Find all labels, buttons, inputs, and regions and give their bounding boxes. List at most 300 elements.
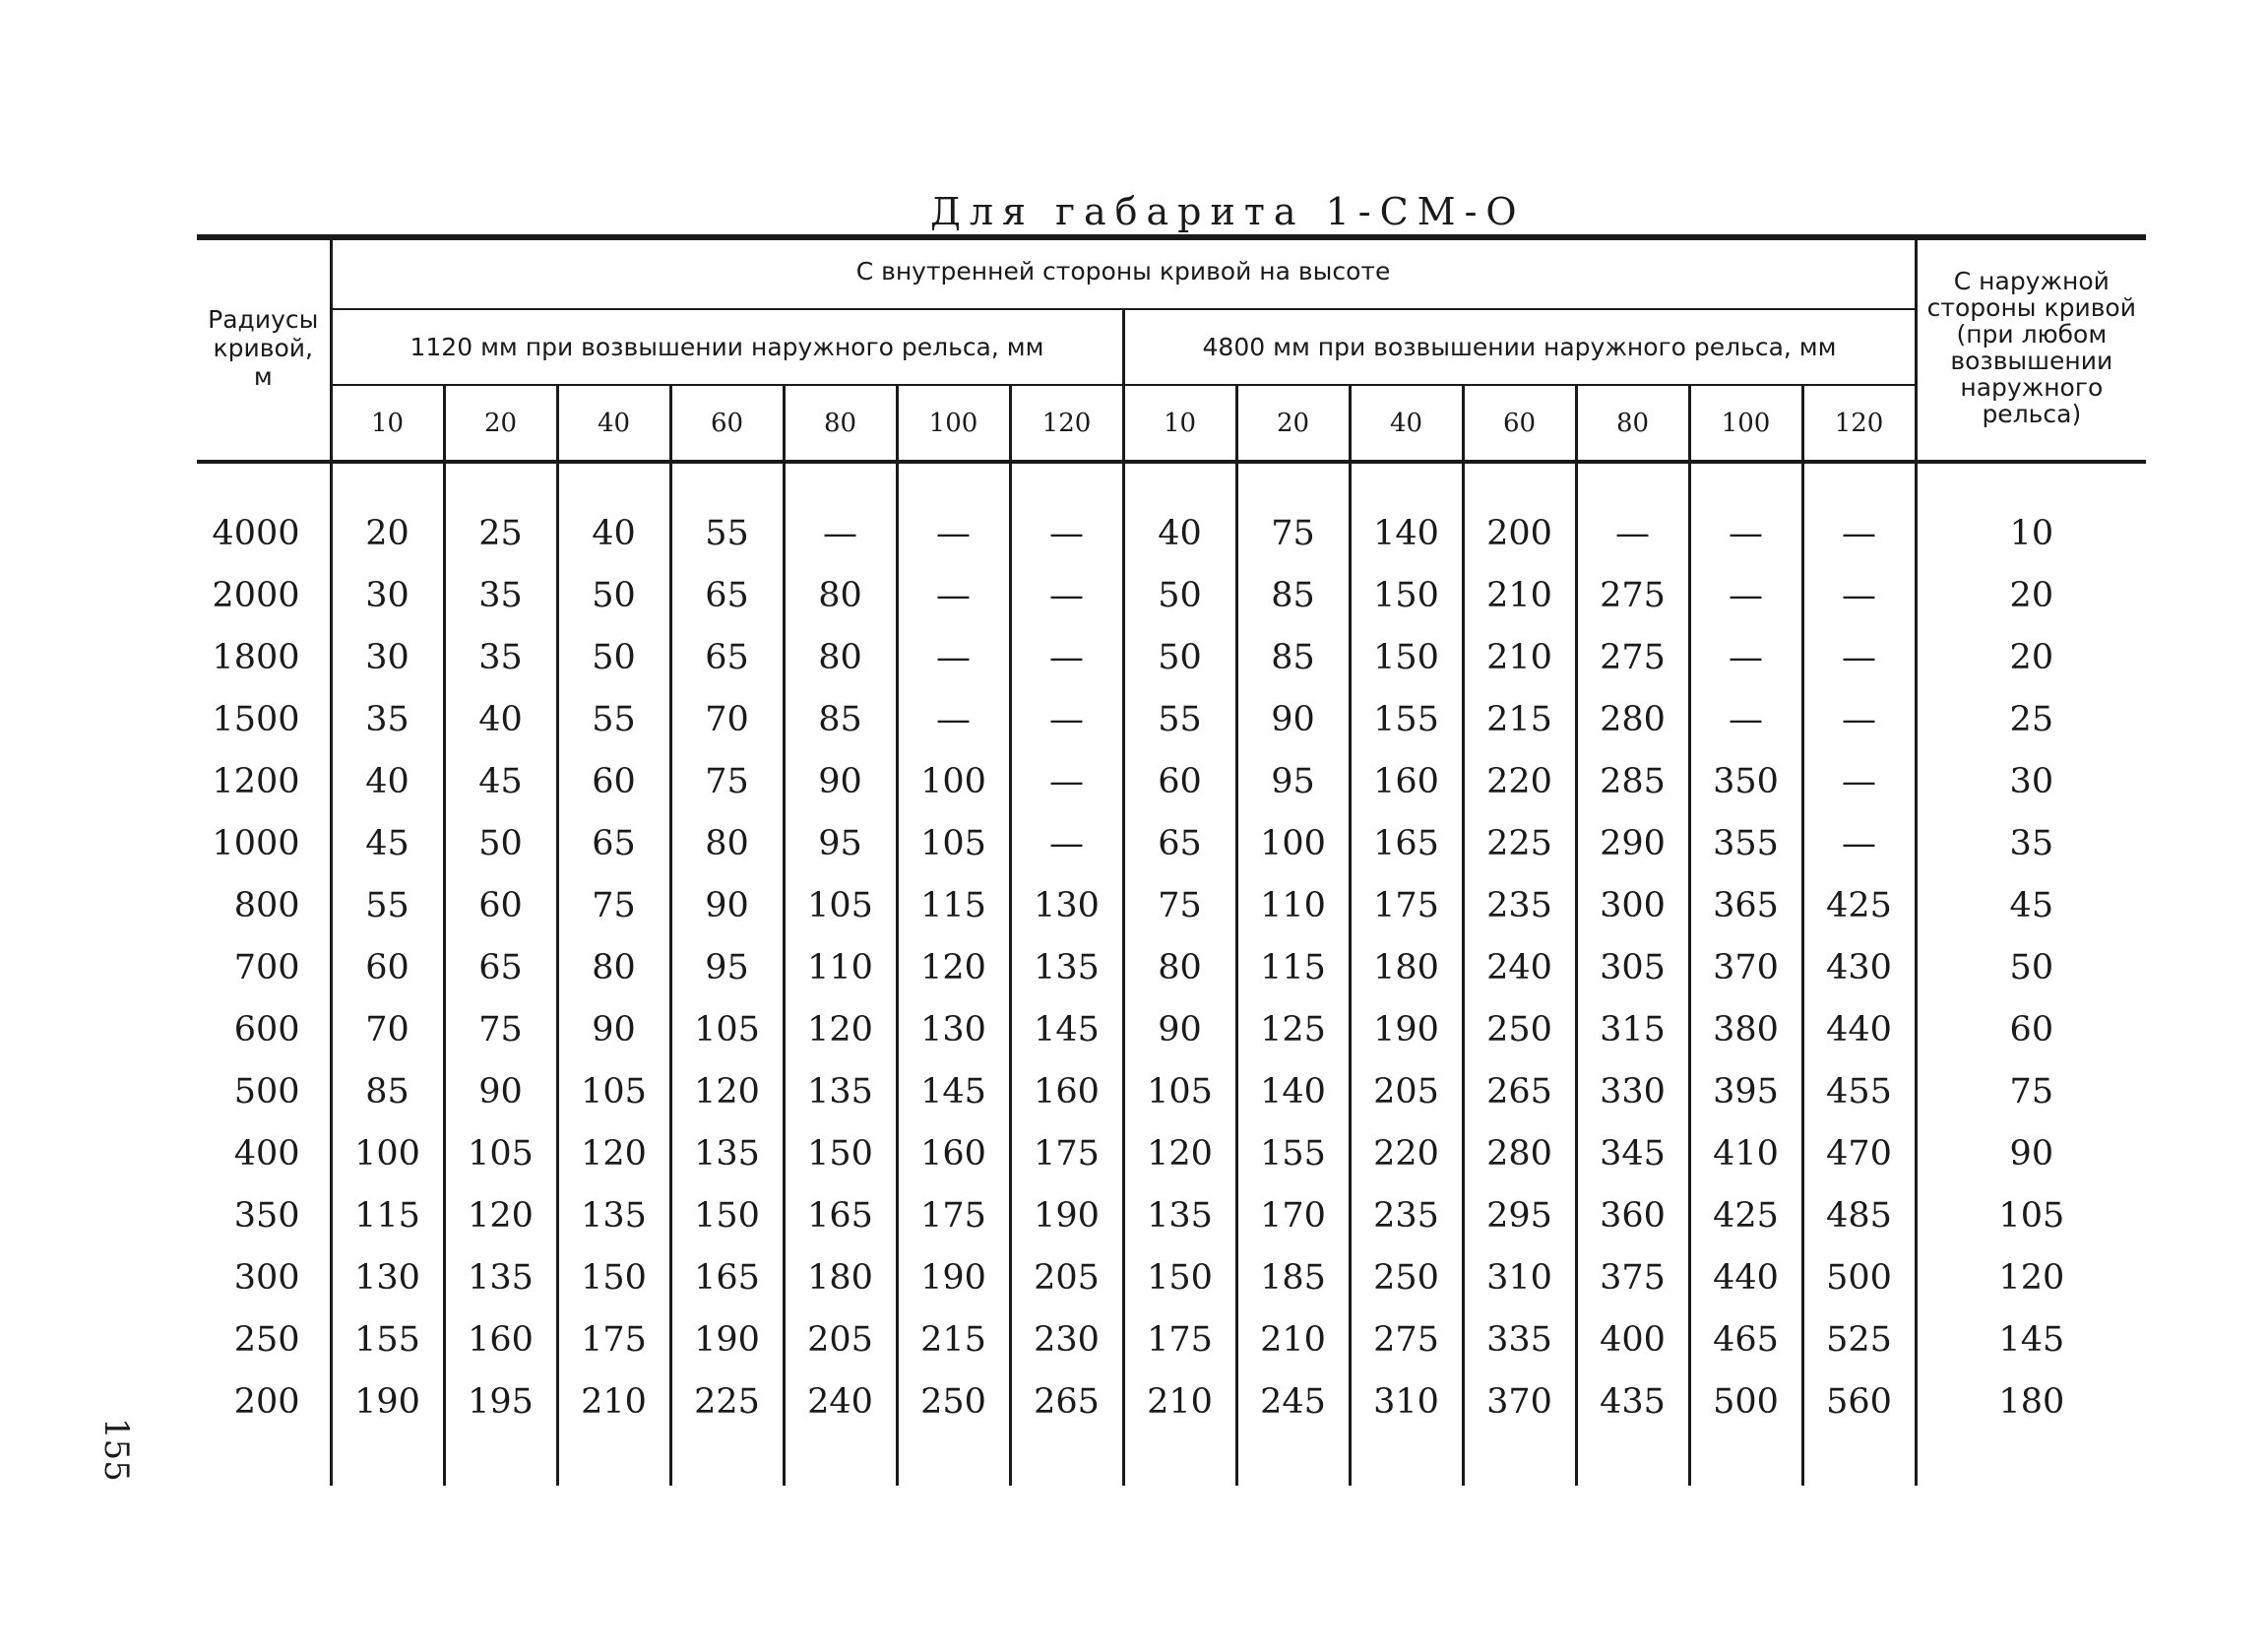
value-cell-1120: 135 (670, 1122, 784, 1184)
empty-cell (1123, 461, 1236, 502)
empty-cell (1916, 1432, 2146, 1486)
value-cell-1120: 75 (670, 750, 784, 812)
value-cell-4800: 310 (1350, 1370, 1463, 1432)
value-cell-1120: 85 (331, 1060, 444, 1122)
value-cell-4800: 200 (1463, 502, 1576, 564)
value-cell-1120: 60 (444, 874, 557, 936)
elevation-header-4800-40: 40 (1350, 385, 1463, 461)
value-cell-1120: 40 (557, 502, 670, 564)
value-cell-4800: 215 (1463, 688, 1576, 750)
page-number: 155 (96, 1418, 136, 1482)
value-cell-4800: 120 (1123, 1122, 1236, 1184)
value-cell-4800: 80 (1123, 936, 1236, 998)
outer-side-cell: 25 (1916, 688, 2146, 750)
value-cell-1120: 25 (444, 502, 557, 564)
empty-cell (897, 1432, 1010, 1486)
empty-cell (1350, 461, 1463, 502)
value-cell-4800: 350 (1689, 750, 1802, 812)
value-cell-1120: 105 (557, 1060, 670, 1122)
value-cell-4800: 470 (1802, 1122, 1916, 1184)
clearance-table-wrap (197, 234, 2146, 1486)
value-cell-4800: 140 (1350, 502, 1463, 564)
value-cell-4800: 220 (1350, 1122, 1463, 1184)
value-cell-4800: 280 (1463, 1122, 1576, 1184)
value-cell-1120: 120 (897, 936, 1010, 998)
value-cell-1120: 65 (670, 564, 784, 626)
value-cell-4800: 90 (1236, 688, 1350, 750)
radius-cell: 4000 (212, 513, 300, 553)
value-cell-4800: 335 (1463, 1308, 1576, 1370)
radius-cell: 250 (233, 1319, 300, 1360)
value-cell-1120: 55 (670, 502, 784, 564)
value-cell-4800: 140 (1236, 1060, 1350, 1122)
value-cell-4800: 275 (1350, 1308, 1463, 1370)
value-cell-1120: 205 (1010, 1246, 1123, 1308)
value-cell-1120: 95 (670, 936, 784, 998)
table-row (197, 564, 2146, 626)
outer-side-cell: 180 (1916, 1370, 2146, 1432)
value-cell-1120: 145 (897, 1060, 1010, 1122)
radius-cell: 1000 (212, 823, 300, 863)
value-cell-1120: 90 (670, 874, 784, 936)
value-cell-4800: 370 (1463, 1370, 1576, 1432)
value-cell-1120: 110 (784, 936, 897, 998)
group-1120-header: 1120 мм при возвышении наружного рельса, мм (331, 309, 1123, 385)
empty-cell (331, 1432, 444, 1486)
table-row (197, 812, 2146, 874)
value-cell-4800: 305 (1576, 936, 1689, 998)
value-cell-1120: 105 (670, 998, 784, 1060)
value-cell-1120: 40 (444, 688, 557, 750)
value-cell-4800: 160 (1350, 750, 1463, 812)
table-header (197, 234, 2146, 461)
table-row (197, 874, 2146, 936)
value-cell-1120: 75 (444, 998, 557, 1060)
value-cell-4800: 190 (1350, 998, 1463, 1060)
value-cell-1120: 165 (784, 1184, 897, 1246)
empty-cell (1010, 1432, 1123, 1486)
radius-cell: 350 (233, 1195, 300, 1236)
elevation-header-4800-20: 20 (1236, 385, 1350, 461)
radius-cell: 600 (233, 1009, 300, 1049)
value-cell-4800: 375 (1576, 1246, 1689, 1308)
value-cell-4800: 125 (1236, 998, 1350, 1060)
value-cell-1120: 195 (444, 1370, 557, 1432)
radius-cell: 2000 (212, 575, 300, 615)
radius-cell: 1200 (212, 761, 300, 801)
value-cell-1120: 120 (784, 998, 897, 1060)
table-row (197, 1370, 2146, 1432)
outer-side-cell: 20 (1916, 564, 2146, 626)
value-cell-1120: 55 (331, 874, 444, 936)
empty-cell (444, 1432, 557, 1486)
value-cell-4800: 65 (1123, 812, 1236, 874)
outer-side-cell: 145 (1916, 1308, 2146, 1370)
value-cell-1120: 120 (557, 1122, 670, 1184)
value-cell-1120: 175 (897, 1184, 1010, 1246)
outer-side-cell: 75 (1916, 1060, 2146, 1122)
empty-cell (197, 461, 331, 502)
value-cell-1120: 30 (331, 564, 444, 626)
value-cell-4800: 170 (1236, 1184, 1350, 1246)
value-cell-4800: 435 (1576, 1370, 1689, 1432)
value-cell-1120: 90 (784, 750, 897, 812)
value-cell-1120: 190 (897, 1246, 1010, 1308)
outer-side-cell: 35 (1916, 812, 2146, 874)
elevation-header-1120-60: 60 (670, 385, 784, 461)
empty-cell (1802, 461, 1916, 502)
elevation-header-1120-10: 10 (331, 385, 444, 461)
empty-cell (1576, 461, 1689, 502)
value-cell-4800: 210 (1463, 564, 1576, 626)
value-cell-1120: 150 (670, 1184, 784, 1246)
value-cell-1120: 90 (557, 998, 670, 1060)
value-cell-4800: 425 (1689, 1184, 1802, 1246)
value-cell-4800: — (1802, 750, 1916, 812)
radius-header: Радиусы кривой, м (208, 304, 319, 391)
value-cell-1120: 105 (897, 812, 1010, 874)
value-cell-1120: 165 (670, 1246, 784, 1308)
empty-cell (1576, 1432, 1689, 1486)
value-cell-1120: — (1010, 564, 1123, 626)
value-cell-1120: 210 (557, 1370, 670, 1432)
empty-cell (1916, 461, 2146, 502)
value-cell-4800: 95 (1236, 750, 1350, 812)
radius-cell: 1500 (212, 699, 300, 739)
value-cell-4800: 425 (1802, 874, 1916, 936)
table-title: Для габарита 1-СМ-О (930, 190, 1526, 233)
elevation-header-4800-60: 60 (1463, 385, 1576, 461)
value-cell-4800: — (1802, 502, 1916, 564)
table-row (197, 1122, 2146, 1184)
value-cell-1120: 135 (1010, 936, 1123, 998)
table-row (197, 1246, 2146, 1308)
value-cell-4800: 280 (1576, 688, 1689, 750)
value-cell-4800: 465 (1689, 1308, 1802, 1370)
table-row (197, 998, 2146, 1060)
value-cell-1120: — (897, 502, 1010, 564)
value-cell-4800: 115 (1236, 936, 1350, 998)
value-cell-1120: 130 (1010, 874, 1123, 936)
empty-cell (557, 461, 670, 502)
value-cell-4800: 50 (1123, 626, 1236, 688)
table-row (197, 750, 2146, 812)
value-cell-1120: 150 (557, 1246, 670, 1308)
value-cell-1120: 70 (331, 998, 444, 1060)
value-cell-4800: 265 (1463, 1060, 1576, 1122)
value-cell-4800: 175 (1123, 1308, 1236, 1370)
value-cell-4800: 210 (1236, 1308, 1350, 1370)
radius-cell: 700 (233, 947, 300, 987)
value-cell-4800: 355 (1689, 812, 1802, 874)
value-cell-1120: 120 (670, 1060, 784, 1122)
value-cell-1120: 35 (331, 688, 444, 750)
value-cell-1120: 45 (444, 750, 557, 812)
outer-side-cell: 50 (1916, 936, 2146, 998)
value-cell-1120: — (1010, 626, 1123, 688)
value-cell-1120: 50 (557, 564, 670, 626)
tail-row (197, 1432, 2146, 1486)
value-cell-1120: 60 (331, 936, 444, 998)
value-cell-1120: 215 (897, 1308, 1010, 1370)
table-row (197, 1060, 2146, 1122)
empty-cell (1123, 1432, 1236, 1486)
value-cell-4800: 310 (1463, 1246, 1576, 1308)
outer-side-cell: 20 (1916, 626, 2146, 688)
clearance-table (197, 234, 2146, 1486)
value-cell-1120: 240 (784, 1370, 897, 1432)
value-cell-4800: — (1802, 688, 1916, 750)
value-cell-4800: 440 (1689, 1246, 1802, 1308)
value-cell-1120: 85 (784, 688, 897, 750)
table-body (197, 461, 2146, 1486)
value-cell-4800: 300 (1576, 874, 1689, 936)
value-cell-4800: 175 (1350, 874, 1463, 936)
value-cell-1120: 180 (784, 1246, 897, 1308)
table-row (197, 688, 2146, 750)
empty-cell (784, 1432, 897, 1486)
value-cell-1120: 115 (897, 874, 1010, 936)
spacer-row (197, 461, 2146, 502)
empty-cell (897, 461, 1010, 502)
value-cell-1120: 80 (784, 564, 897, 626)
value-cell-4800: 90 (1123, 998, 1236, 1060)
value-cell-1120: 265 (1010, 1370, 1123, 1432)
value-cell-1120: — (897, 564, 1010, 626)
value-cell-4800: 220 (1463, 750, 1576, 812)
empty-cell (557, 1432, 670, 1486)
value-cell-4800: 150 (1350, 564, 1463, 626)
value-cell-4800: 395 (1689, 1060, 1802, 1122)
empty-cell (670, 1432, 784, 1486)
value-cell-4800: — (1802, 564, 1916, 626)
value-cell-4800: 275 (1576, 564, 1689, 626)
value-cell-4800: 100 (1236, 812, 1350, 874)
value-cell-4800: 155 (1236, 1122, 1350, 1184)
value-cell-1120: 160 (1010, 1060, 1123, 1122)
table-row (197, 1184, 2146, 1246)
value-cell-4800: 330 (1576, 1060, 1689, 1122)
value-cell-1120: 160 (897, 1122, 1010, 1184)
empty-cell (1689, 1432, 1802, 1486)
value-cell-4800: 135 (1123, 1184, 1236, 1246)
empty-cell (197, 1432, 331, 1486)
value-cell-4800: 500 (1689, 1370, 1802, 1432)
elevation-header-1120-40: 40 (557, 385, 670, 461)
value-cell-4800: 250 (1350, 1246, 1463, 1308)
radius-cell: 300 (233, 1257, 300, 1298)
inner-side-header: С внутренней стороны кривой на высоте (331, 234, 1916, 309)
value-cell-1120: 160 (444, 1308, 557, 1370)
value-cell-4800: 410 (1689, 1122, 1802, 1184)
value-cell-1120: 135 (784, 1060, 897, 1122)
empty-cell (444, 461, 557, 502)
value-cell-4800: 150 (1350, 626, 1463, 688)
value-cell-4800: 290 (1576, 812, 1689, 874)
value-cell-1120: 155 (331, 1308, 444, 1370)
outer-side-cell: 60 (1916, 998, 2146, 1060)
value-cell-4800: — (1802, 812, 1916, 874)
value-cell-1120: 80 (784, 626, 897, 688)
elevation-header-1120-20: 20 (444, 385, 557, 461)
value-cell-4800: 275 (1576, 626, 1689, 688)
value-cell-1120: 70 (670, 688, 784, 750)
value-cell-1120: 145 (1010, 998, 1123, 1060)
value-cell-4800: 250 (1463, 998, 1576, 1060)
value-cell-4800: 365 (1689, 874, 1802, 936)
value-cell-1120: 115 (331, 1184, 444, 1246)
radius-cell: 800 (233, 885, 300, 925)
value-cell-1120: 175 (1010, 1122, 1123, 1184)
value-cell-4800: 75 (1123, 874, 1236, 936)
empty-cell (1350, 1432, 1463, 1486)
value-cell-4800: 380 (1689, 998, 1802, 1060)
value-cell-1120: 60 (557, 750, 670, 812)
value-cell-4800: 50 (1123, 564, 1236, 626)
table-row (197, 1308, 2146, 1370)
value-cell-4800: 210 (1123, 1370, 1236, 1432)
value-cell-4800: 315 (1576, 998, 1689, 1060)
value-cell-4800: 85 (1236, 626, 1350, 688)
empty-cell (1802, 1432, 1916, 1486)
value-cell-4800: 345 (1576, 1122, 1689, 1184)
value-cell-4800: 245 (1236, 1370, 1350, 1432)
value-cell-4800: 205 (1350, 1060, 1463, 1122)
empty-cell (331, 461, 444, 502)
outer-side-cell: 10 (1916, 502, 2146, 564)
value-cell-1120: 55 (557, 688, 670, 750)
value-cell-1120: 90 (444, 1060, 557, 1122)
value-cell-1120: 80 (670, 812, 784, 874)
value-cell-1120: 250 (897, 1370, 1010, 1432)
value-cell-1120: — (1010, 812, 1123, 874)
value-cell-4800: 85 (1236, 564, 1350, 626)
value-cell-4800: — (1689, 564, 1802, 626)
value-cell-1120: — (1010, 688, 1123, 750)
value-cell-1120: 95 (784, 812, 897, 874)
value-cell-1120: 190 (670, 1308, 784, 1370)
value-cell-1120: 50 (557, 626, 670, 688)
outer-side-cell: 45 (1916, 874, 2146, 936)
value-cell-4800: 185 (1236, 1246, 1350, 1308)
value-cell-4800: 210 (1463, 626, 1576, 688)
radius-cell: 400 (233, 1133, 300, 1174)
value-cell-1120: 225 (670, 1370, 784, 1432)
value-cell-4800: 165 (1350, 812, 1463, 874)
table-row (197, 502, 2146, 564)
value-cell-4800: 225 (1463, 812, 1576, 874)
value-cell-4800: — (1689, 688, 1802, 750)
value-cell-4800: — (1689, 502, 1802, 564)
value-cell-4800: 360 (1576, 1184, 1689, 1246)
elevation-header-4800-120: 120 (1802, 385, 1916, 461)
value-cell-4800: 285 (1576, 750, 1689, 812)
value-cell-1120: 190 (1010, 1184, 1123, 1246)
empty-cell (1236, 461, 1350, 502)
radius-cell: 200 (233, 1381, 300, 1422)
value-cell-1120: 150 (784, 1122, 897, 1184)
value-cell-4800: 180 (1350, 936, 1463, 998)
value-cell-4800: 440 (1802, 998, 1916, 1060)
elevation-header-1120-100: 100 (897, 385, 1010, 461)
value-cell-1120: — (1010, 750, 1123, 812)
value-cell-1120: 65 (670, 626, 784, 688)
value-cell-4800: 110 (1236, 874, 1350, 936)
value-cell-4800: 235 (1463, 874, 1576, 936)
value-cell-1120: — (1010, 502, 1123, 564)
outer-side-cell: 120 (1916, 1246, 2146, 1308)
empty-cell (1463, 1432, 1576, 1486)
empty-cell (1463, 461, 1576, 502)
value-cell-1120: 130 (897, 998, 1010, 1060)
value-cell-1120: 105 (784, 874, 897, 936)
value-cell-1120: 65 (557, 812, 670, 874)
value-cell-1120: 135 (444, 1246, 557, 1308)
value-cell-4800: 150 (1123, 1246, 1236, 1308)
radius-cell: 500 (233, 1071, 300, 1112)
table-row (197, 936, 2146, 998)
value-cell-4800: — (1689, 626, 1802, 688)
value-cell-4800: 560 (1802, 1370, 1916, 1432)
value-cell-1120: 35 (444, 626, 557, 688)
empty-cell (1010, 461, 1123, 502)
value-cell-1120: 120 (444, 1184, 557, 1246)
value-cell-1120: 30 (331, 626, 444, 688)
elevation-header-row (197, 385, 2146, 461)
outer-side-header: С наружной стороны кривой (при любом возвышении наружного рельса) (1916, 234, 2146, 461)
value-cell-4800: 155 (1350, 688, 1463, 750)
empty-cell (670, 461, 784, 502)
value-cell-1120: 105 (444, 1122, 557, 1184)
value-cell-1120: 230 (1010, 1308, 1123, 1370)
value-cell-1120: 80 (557, 936, 670, 998)
outer-side-cell: 90 (1916, 1122, 2146, 1184)
table-row (197, 626, 2146, 688)
value-cell-1120: 135 (557, 1184, 670, 1246)
empty-cell (1689, 461, 1802, 502)
value-cell-1120: 175 (557, 1308, 670, 1370)
value-cell-1120: 35 (444, 564, 557, 626)
group-4800-header: 4800 мм при возвышении наружного рельса, мм (1123, 309, 1916, 385)
value-cell-4800: 370 (1689, 936, 1802, 998)
value-cell-4800: 40 (1123, 502, 1236, 564)
value-cell-4800: 455 (1802, 1060, 1916, 1122)
value-cell-1120: 205 (784, 1308, 897, 1370)
value-cell-1120: 100 (897, 750, 1010, 812)
outer-side-cell: 105 (1916, 1184, 2146, 1246)
value-cell-4800: — (1802, 626, 1916, 688)
empty-cell (1236, 1432, 1350, 1486)
value-cell-1120: — (897, 688, 1010, 750)
value-cell-1120: 75 (557, 874, 670, 936)
empty-cell (784, 461, 897, 502)
elevation-header-4800-80: 80 (1576, 385, 1689, 461)
outer-side-cell: 30 (1916, 750, 2146, 812)
value-cell-1120: 40 (331, 750, 444, 812)
value-cell-1120: 190 (331, 1370, 444, 1432)
elevation-header-4800-10: 10 (1123, 385, 1236, 461)
value-cell-4800: 55 (1123, 688, 1236, 750)
value-cell-4800: 235 (1350, 1184, 1463, 1246)
value-cell-1120: 45 (331, 812, 444, 874)
value-cell-4800: 525 (1802, 1308, 1916, 1370)
value-cell-4800: 105 (1123, 1060, 1236, 1122)
elevation-header-1120-80: 80 (784, 385, 897, 461)
value-cell-4800: 60 (1123, 750, 1236, 812)
value-cell-4800: 500 (1802, 1246, 1916, 1308)
value-cell-4800: — (1576, 502, 1689, 564)
value-cell-4800: 400 (1576, 1308, 1689, 1370)
